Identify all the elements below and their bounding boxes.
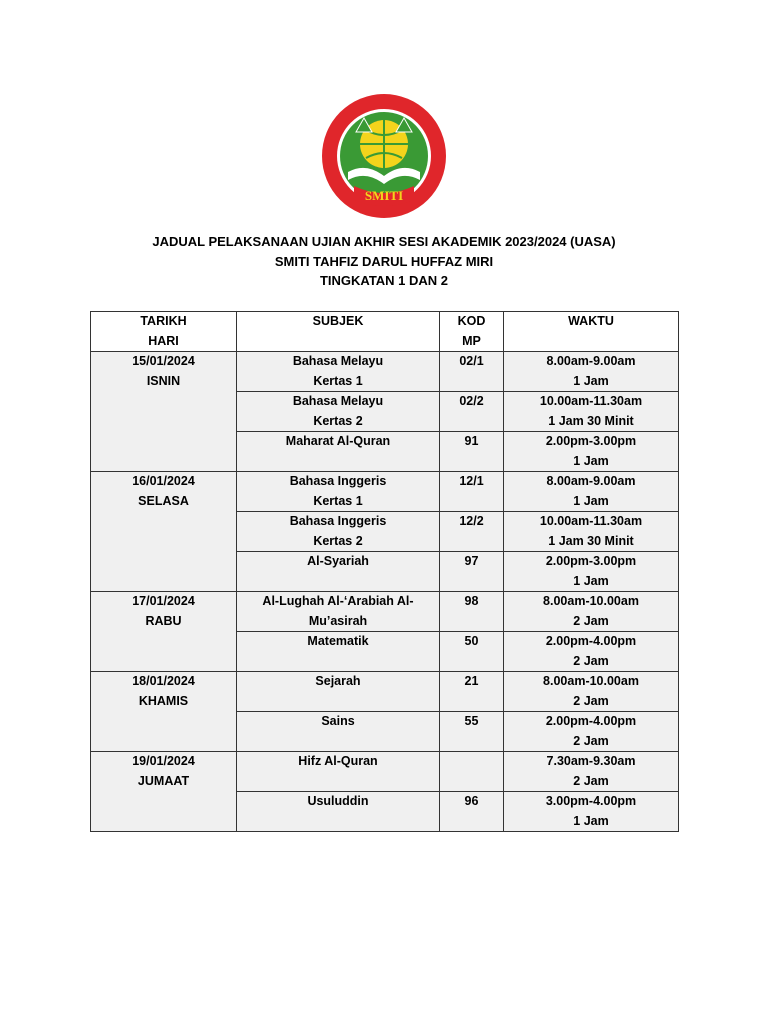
code-cell: 96	[440, 792, 504, 832]
table-row	[91, 592, 679, 632]
code-cell: 98	[440, 592, 504, 632]
table-row	[91, 472, 679, 512]
header-level: TINGKATAN 1 DAN 2	[319, 273, 449, 288]
time-cell: 8.00am-9.00am 1 Jam	[504, 472, 679, 512]
logo-text: SMITI	[364, 188, 404, 203]
code-cell	[440, 752, 504, 792]
time-cell: 8.00am-10.00am 2 Jam	[504, 592, 679, 632]
smiti-emblem-icon	[320, 92, 448, 220]
time-cell: 7.30am-9.30am 2 Jam	[504, 752, 679, 792]
time-cell: 10.00am-11.30am 1 Jam 30 Minit	[504, 392, 679, 432]
date-cell: 19/01/2024 JUMAAT	[91, 752, 237, 832]
table-header-row	[91, 312, 679, 352]
table-row	[91, 672, 679, 712]
exam-schedule-table	[90, 311, 679, 832]
date-cell: 17/01/2024 RABU	[91, 592, 237, 672]
header-time: WAKTU	[504, 312, 679, 352]
subject-cell: Sains	[237, 712, 440, 752]
time-cell: 8.00am-9.00am 1 Jam	[504, 352, 679, 392]
table-row	[91, 752, 679, 792]
date-cell: 18/01/2024 KHAMIS	[91, 672, 237, 752]
header-school: SMITI TAHFIZ DARUL HUFFAZ MIRI	[274, 253, 494, 269]
header-code: KOD MP	[440, 312, 504, 352]
document-header	[0, 232, 768, 291]
code-cell: 91	[440, 432, 504, 472]
code-cell: 02/1	[440, 352, 504, 392]
time-cell: 8.00am-10.00am 2 Jam	[504, 672, 679, 712]
subject-cell: Bahasa Inggeris Kertas 1	[237, 472, 440, 512]
time-cell: 3.00pm-4.00pm 1 Jam	[504, 792, 679, 832]
code-cell: 21	[440, 672, 504, 712]
subject-cell: Bahasa Melayu Kertas 2	[237, 392, 440, 432]
code-cell: 50	[440, 632, 504, 672]
subject-cell: Sejarah	[237, 672, 440, 712]
header-subject: SUBJEK	[237, 312, 440, 352]
header-date: TARIKH HARI	[91, 312, 237, 352]
subject-cell: Al-Lughah Al-‘Arabiah Al- Mu’asirah	[237, 592, 440, 632]
time-cell: 2.00pm-3.00pm 1 Jam	[504, 432, 679, 472]
subject-cell: Bahasa Inggeris Kertas 2	[237, 512, 440, 552]
subject-cell: Al-Syariah	[237, 552, 440, 592]
subject-cell: Bahasa Melayu Kertas 1	[237, 352, 440, 392]
subject-cell: Maharat Al-Quran	[237, 432, 440, 472]
time-cell: 2.00pm-4.00pm 2 Jam	[504, 712, 679, 752]
code-cell: 12/2	[440, 512, 504, 552]
subject-cell: Matematik	[237, 632, 440, 672]
subject-cell: Usuluddin	[237, 792, 440, 832]
code-cell: 12/1	[440, 472, 504, 512]
time-cell: 2.00pm-4.00pm 2 Jam	[504, 632, 679, 672]
time-cell: 2.00pm-3.00pm 1 Jam	[504, 552, 679, 592]
subject-cell: Hifz Al-Quran	[237, 752, 440, 792]
date-cell: 15/01/2024 ISNIN	[91, 352, 237, 472]
header-title: JADUAL PELAKSANAAN UJIAN AKHIR SESI AKADEMIK 2023/2024 (UASA)	[152, 234, 616, 249]
code-cell: 02/2	[440, 392, 504, 432]
time-cell: 10.00am-11.30am 1 Jam 30 Minit	[504, 512, 679, 552]
code-cell: 55	[440, 712, 504, 752]
school-logo	[320, 92, 448, 220]
table-row	[91, 352, 679, 392]
code-cell: 97	[440, 552, 504, 592]
date-cell: 16/01/2024 SELASA	[91, 472, 237, 592]
